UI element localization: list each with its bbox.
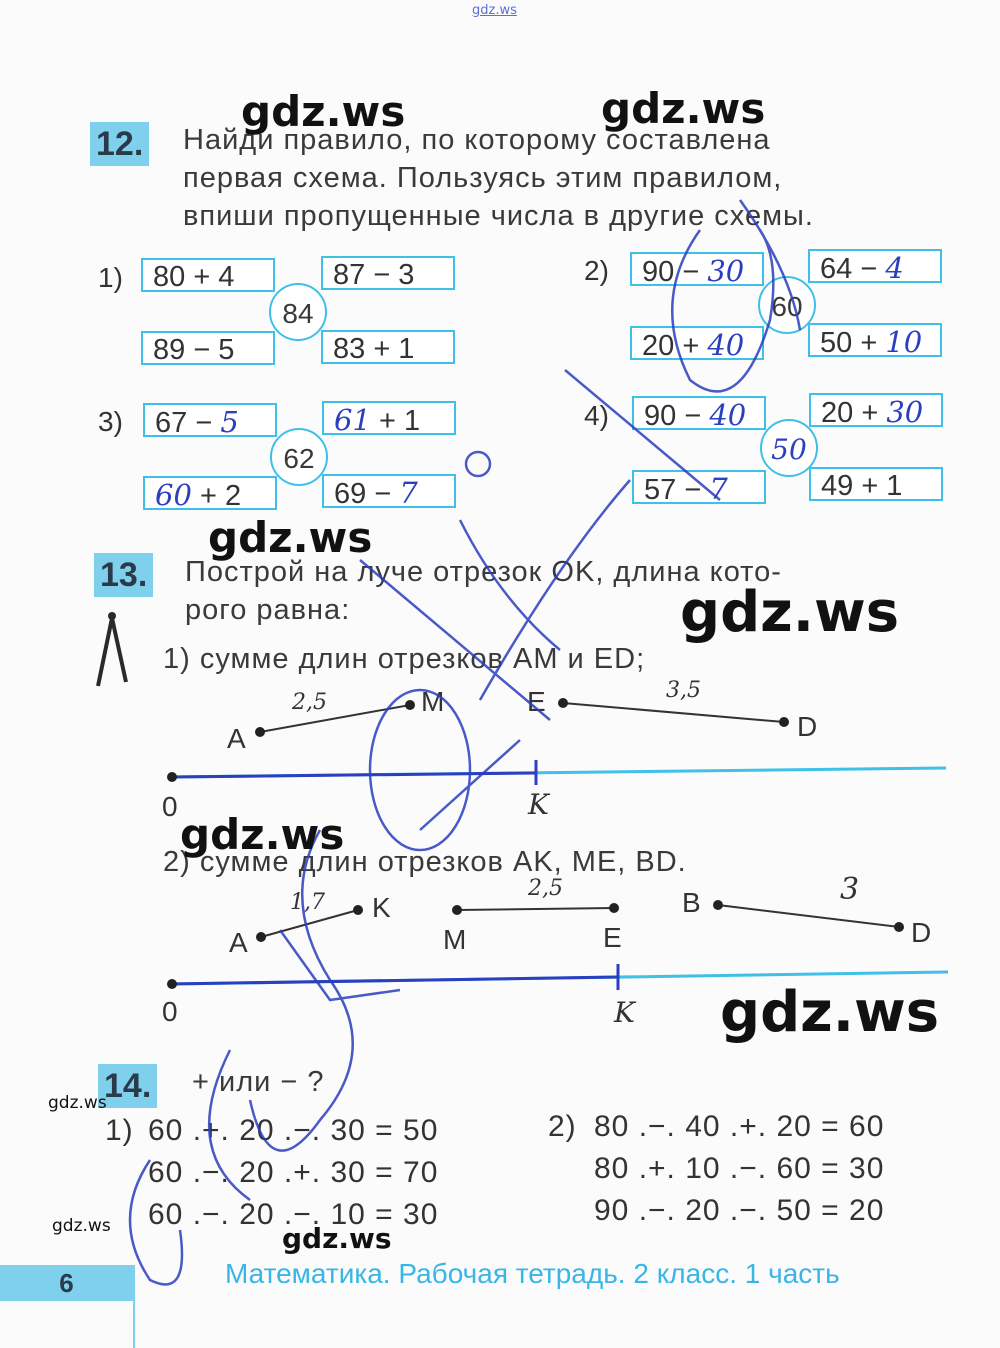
scheme-4-label: 4) — [584, 400, 609, 431]
segment-bd — [718, 905, 899, 927]
p2-label-k-result: K — [614, 996, 635, 1029]
p1-label-a: A — [227, 723, 246, 754]
watermark-top[interactable]: gdz.ws — [472, 3, 517, 18]
scheme-2-center: 60 — [758, 276, 816, 334]
p2-bd-length: 3 — [840, 872, 860, 907]
scheme-2-top-left: 90 − 30 — [630, 252, 764, 286]
point-d2 — [894, 922, 904, 932]
p2-label-a: A — [229, 927, 248, 958]
col2-label: 2) — [548, 1110, 577, 1143]
scheme-2-bottom-right: 50 + 10 — [808, 323, 942, 357]
scheme-3-label: 3) — [98, 406, 123, 437]
segment-ed — [563, 703, 784, 722]
task-12-line2: первая схема. Пользуясь этим правилом, — [183, 162, 783, 194]
point-m2 — [452, 905, 462, 915]
p2-label-o: 0 — [162, 996, 178, 1027]
task-14-question: + или − ? — [192, 1066, 325, 1098]
point-a2 — [256, 932, 266, 942]
task-12-line1: Найди правило, по которому составлена — [183, 124, 771, 156]
p1-label-k: K — [528, 788, 549, 821]
watermark-1[interactable]: gdz.ws — [241, 87, 406, 136]
scheme-3-bottom-right: 69 − 7 — [322, 474, 456, 508]
point-d1 — [779, 717, 789, 727]
p2-label-e: E — [603, 922, 622, 953]
scheme-4-top-left: 90 − 40 — [632, 396, 766, 430]
p2-label-k: K — [372, 892, 391, 923]
scheme-1-top-right: 87 − 3 — [321, 256, 455, 290]
col1-row2: 60 .−. 20 .+. 30 = 70 — [148, 1156, 439, 1189]
scheme-3-center: 62 — [270, 428, 328, 486]
page-number: 6 — [0, 1265, 133, 1301]
p2-label-b: B — [682, 887, 701, 918]
point-e2 — [609, 903, 619, 913]
ray-2-segment-ok — [170, 977, 618, 984]
watermark-6[interactable]: gdz.ws — [720, 980, 940, 1045]
col1-label: 1) — [105, 1114, 134, 1147]
task-13-item1: 1) сумме длин отрезков AM и ED; — [163, 643, 646, 675]
task-13-line2: рого равна: — [185, 594, 351, 626]
scheme-1-bottom-left: 89 − 5 — [141, 331, 275, 365]
point-m1 — [405, 700, 415, 710]
p2-me-length: 2,5 — [528, 876, 563, 901]
task-14-number: 14. — [98, 1064, 157, 1108]
watermark-4[interactable]: gdz.ws — [680, 580, 900, 645]
scheme-2-top-right: 64 − 4 — [808, 249, 942, 283]
p2-ak-length: 1,7 — [290, 890, 325, 915]
ray-1-origin — [167, 772, 177, 782]
watermark-small-3[interactable]: gdz.ws — [282, 1222, 392, 1255]
watermark-5[interactable]: gdz.ws — [180, 810, 345, 859]
segment-me — [457, 908, 614, 910]
col1-row3: 60 .−. 20 .−. 10 = 30 — [148, 1198, 439, 1231]
p1-ed-length: 3,5 — [666, 678, 701, 703]
scheme-3-bottom-left: 60 + 2 — [143, 476, 277, 510]
col2-row1: 80 .−. 40 .+. 20 = 60 — [594, 1110, 885, 1143]
task-13-item2: 2) сумме длин отрезков AK, ME, BD. — [163, 846, 687, 878]
task-13-number: 13. — [94, 553, 153, 597]
p2-label-d: D — [911, 917, 932, 948]
p1-label-e: E — [527, 686, 546, 717]
p1-label-m: M — [421, 686, 445, 717]
p1-label-o: 0 — [162, 791, 178, 822]
scheme-4-bottom-right: 49 + 1 — [809, 467, 943, 501]
point-a1 — [255, 727, 265, 737]
footer-title: Математика. Рабочая тетрадь. 2 класс. 1 часть — [225, 1258, 840, 1289]
point-k2 — [353, 905, 363, 915]
watermark-small-1[interactable]: gdz.ws — [48, 1093, 107, 1113]
scribbles — [130, 200, 800, 1284]
col1-row1: 60 .+. 20 .−. 30 = 50 — [148, 1114, 439, 1147]
task-12-line3: впиши пропущенные числа в другие схемы. — [183, 200, 814, 232]
watermark-3[interactable]: gdz.ws — [208, 513, 373, 562]
segment-ak — [261, 910, 358, 937]
p1-am-length: 2,5 — [292, 690, 327, 715]
col2-row3: 90 .−. 20 .−. 50 = 20 — [594, 1194, 885, 1227]
p2-label-m: M — [443, 924, 467, 955]
scheme-2-label: 2) — [584, 255, 609, 286]
p1-label-d: D — [797, 711, 818, 742]
ray-2-origin — [167, 979, 177, 989]
scheme-1-bottom-right: 83 + 1 — [321, 330, 455, 364]
task-13-line1: Построй на луче отрезок OK, длина кото- — [185, 556, 782, 588]
scheme-1-label: 1) — [98, 262, 123, 293]
point-b2 — [713, 900, 723, 910]
scheme-2-bottom-left: 20 + 40 — [630, 326, 764, 360]
point-e1 — [558, 698, 568, 708]
watermark-2[interactable]: gdz.ws — [601, 84, 766, 133]
scheme-1-top-left: 80 + 4 — [141, 258, 275, 292]
task-12-number: 12. — [90, 122, 149, 166]
watermark-small-2[interactable]: gdz.ws — [52, 1216, 111, 1236]
scheme-4-bottom-left: 57 − 7 — [632, 470, 766, 504]
scheme-3-top-left: 67 − 5 — [143, 403, 277, 437]
scheme-4-center: 50 — [760, 419, 818, 477]
scheme-1-center: 84 — [269, 283, 327, 341]
scheme-3-top-right: 61 + 1 — [322, 401, 456, 435]
scheme-4-top-right: 20 + 30 — [809, 393, 943, 427]
col2-row2: 80 .+. 10 .−. 60 = 30 — [594, 1152, 885, 1185]
